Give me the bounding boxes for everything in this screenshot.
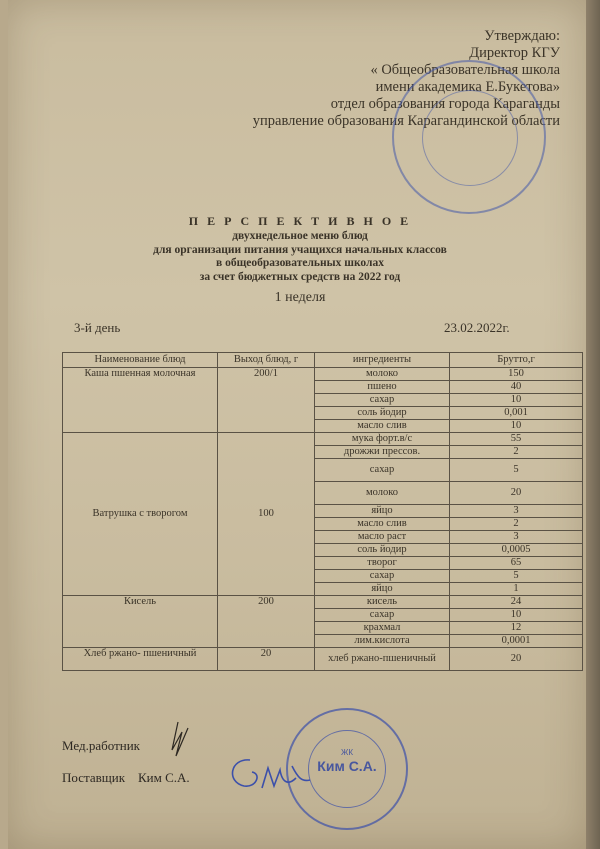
dish-yield-cell: 20 xyxy=(218,648,315,671)
approval-line: отдел образования города Караганды xyxy=(330,96,560,112)
supplier-label: Поставщик xyxy=(62,770,126,785)
ingredient-cell: молоко xyxy=(315,368,450,381)
ingredient-cell: творог xyxy=(315,557,450,570)
ingredient-cell: крахмал xyxy=(315,622,450,635)
seal-top-text: ЖК xyxy=(340,748,354,757)
subtitle-line: двухнедельное меню блюд xyxy=(232,230,368,242)
official-seal-top xyxy=(392,60,546,214)
ingredient-cell: соль йодир xyxy=(315,407,450,420)
gross-weight-cell: 0,0005 xyxy=(450,544,583,557)
medical-signature-icon xyxy=(158,720,198,760)
ingredient-cell: дрожжи прессов. xyxy=(315,446,450,459)
gross-weight-cell: 3 xyxy=(450,505,583,518)
ingredient-cell: масло раст xyxy=(315,531,450,544)
gross-weight-cell: 10 xyxy=(450,394,583,407)
gross-weight-cell: 1 xyxy=(450,583,583,596)
ingredient-cell: сахар xyxy=(315,459,450,482)
dish-yield-cell: 200/1 xyxy=(218,368,315,433)
approval-line: Утверждаю: xyxy=(484,28,560,44)
approval-line: « Общеобразовательная школа xyxy=(370,62,560,78)
gross-weight-cell: 10 xyxy=(450,420,583,433)
menu-table xyxy=(62,352,583,671)
dish-yield-cell: 100 xyxy=(218,433,315,596)
ingredient-cell: пшено xyxy=(315,381,450,394)
dish-yield-cell: 200 xyxy=(218,596,315,648)
header-dish: Наименование блюд xyxy=(63,353,218,368)
table-row xyxy=(63,368,583,381)
seal-name: Ким С.А. xyxy=(317,758,377,774)
gross-weight-cell: 55 xyxy=(450,433,583,446)
subtitle-line: для организации питания учащихся начальных классов xyxy=(153,243,447,256)
supplier-seal xyxy=(286,708,408,830)
gross-weight-cell: 0,001 xyxy=(450,407,583,420)
gross-weight-cell: 24 xyxy=(450,596,583,609)
document-subtitle xyxy=(0,230,600,284)
gross-weight-cell: 5 xyxy=(450,570,583,583)
header-yield: Выход блюд, г xyxy=(218,353,315,368)
ingredient-cell: масло слив xyxy=(315,518,450,531)
subtitle-line: в общеобразовательных школах xyxy=(216,257,384,269)
ingredient-cell: сахар xyxy=(315,609,450,622)
subtitle-line: за счет бюджетных средств на 2022 год xyxy=(199,270,401,283)
gross-weight-cell: 2 xyxy=(450,446,583,459)
header-ingredients: ингредиенты xyxy=(315,353,450,368)
gross-weight-cell: 2 xyxy=(450,518,583,531)
table-row xyxy=(63,433,583,446)
dish-name-cell: Хлеб ржано- пшеничный xyxy=(63,648,218,671)
gross-weight-cell: 65 xyxy=(450,557,583,570)
day-label: 3-й день xyxy=(74,320,121,335)
table-row xyxy=(63,648,583,671)
date-label: 23.02.2022г. xyxy=(444,320,510,335)
week-label: 1 неделя xyxy=(274,290,326,305)
approval-line: управление образования Карагандинской области xyxy=(252,113,560,129)
ingredient-cell: молоко xyxy=(315,482,450,505)
gross-weight-cell: 3 xyxy=(450,531,583,544)
table-body xyxy=(63,368,583,671)
gross-weight-cell: 150 xyxy=(450,368,583,381)
table-row xyxy=(63,596,583,609)
gross-weight-cell: 20 xyxy=(450,482,583,505)
approval-line: имени академика Е.Букетова» xyxy=(375,79,560,95)
ingredient-cell: яйцо xyxy=(315,505,450,518)
ingredient-cell: лим.кислота xyxy=(315,635,450,648)
ingredient-cell: яйцо xyxy=(315,583,450,596)
document-title: П Е Р С П Е К Т И В Н О Е xyxy=(188,214,412,228)
supplier-signature-line xyxy=(62,770,190,786)
gross-weight-cell: 20 xyxy=(450,648,583,671)
medical-label: Мед.работник xyxy=(62,738,140,753)
dish-name-cell: Ватрушка с творогом xyxy=(63,433,218,596)
ingredient-cell: масло слив xyxy=(315,420,450,433)
ingredient-cell: хлеб ржано-пшеничный xyxy=(315,648,450,671)
ingredient-cell: соль йодир xyxy=(315,544,450,557)
medical-signature-line xyxy=(62,738,140,754)
dish-name-cell: Кисель xyxy=(63,596,218,648)
gross-weight-cell: 5 xyxy=(450,459,583,482)
page-edge-shadow xyxy=(586,0,600,849)
gross-weight-cell: 10 xyxy=(450,609,583,622)
ingredient-cell: сахар xyxy=(315,394,450,407)
ingredient-cell: кисель xyxy=(315,596,450,609)
gross-weight-cell: 40 xyxy=(450,381,583,394)
ingredient-cell: мука форт.в/с xyxy=(315,433,450,446)
gross-weight-cell: 12 xyxy=(450,622,583,635)
table-header-row xyxy=(63,353,583,368)
header-gross: Брутто,г xyxy=(450,353,583,368)
supplier-name: Ким С.А. xyxy=(138,770,190,785)
dish-name-cell: Каша пшенная молочная xyxy=(63,368,218,433)
approval-line: Директор КГУ xyxy=(469,45,560,61)
ingredient-cell: сахар xyxy=(315,570,450,583)
gross-weight-cell: 0,0001 xyxy=(450,635,583,648)
